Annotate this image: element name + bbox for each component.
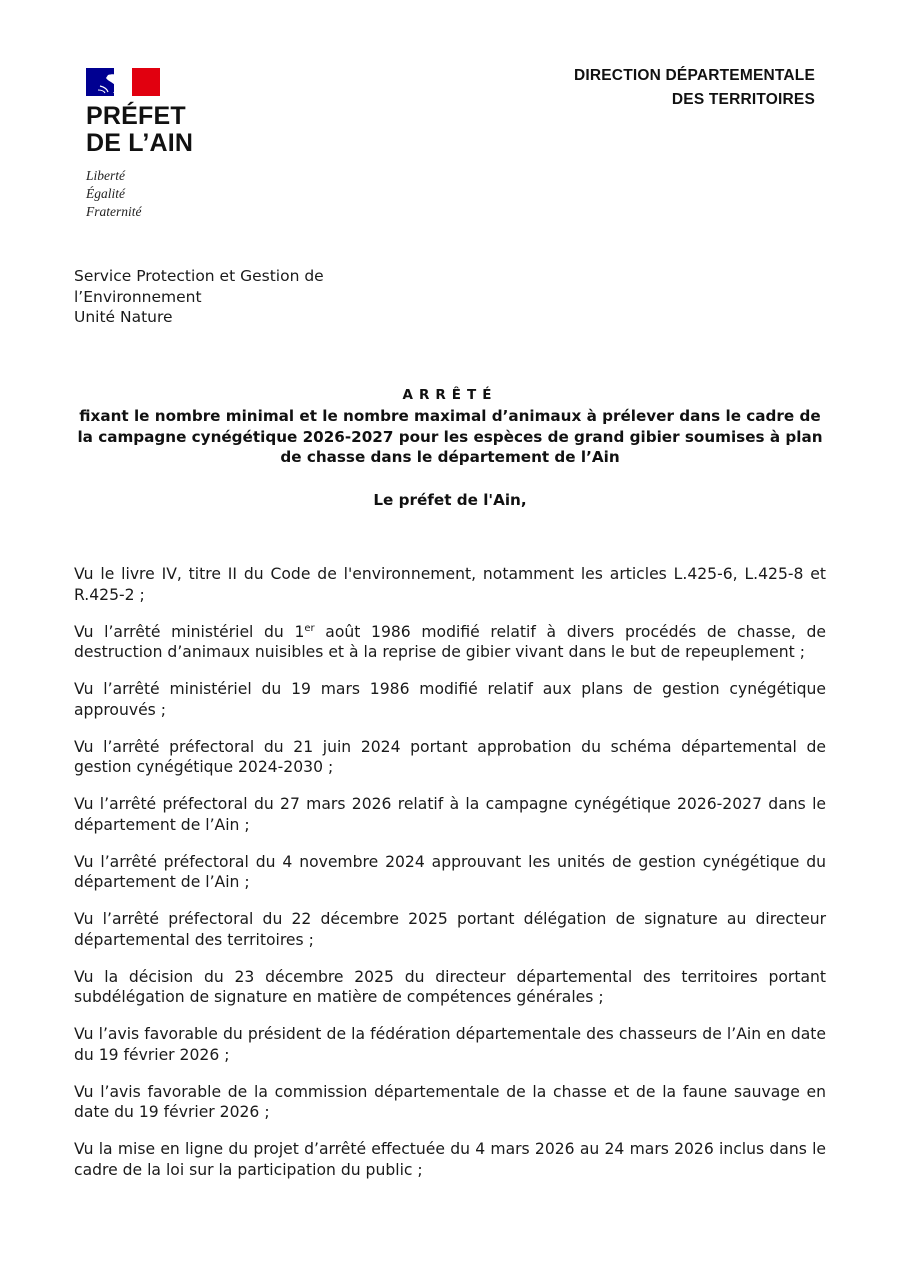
prefecture-name-line: DE L’AIN [86, 129, 194, 157]
service-line: Service Protection et Gestion de [74, 267, 324, 285]
service-line: Unité Nature [74, 308, 173, 326]
visa-text: Vu l’arrêté ministériel du 1 [74, 622, 305, 641]
visa-paragraph [74, 622, 826, 663]
direction-line: DIRECTION DÉPARTEMENTALE [573, 67, 815, 84]
motto-line: Liberté [86, 168, 125, 183]
visa-paragraph: Vu l’arrêté préfectoral du 21 juin 2024 portant approbation du schéma départemental de gestion cynégétique 2024-2030 ; [74, 737, 826, 776]
visa-paragraph: Vu l’avis favorable de la commission départementale de la chasse et de la faune sauvage en date du 19 février 2026 ; [74, 1082, 826, 1121]
arrete-subject: fixant le nombre minimal et le nombre maximal d’animaux à prélever dans le cadre de la campagne cynégétique 2026-2027 pour les espèces de grand gibier soumises à plan de chasse dans le département de l’Ain [77, 407, 823, 466]
visa-paragraph: Vu le livre IV, titre II du Code de l'environnement, notamment les articles L.425-6, L.425-8 et R.425-2 ; [74, 565, 826, 604]
visa-paragraph: Vu la décision du 23 décembre 2025 du directeur départemental des territoires portant subdélégation de signature en matière de compétences générales ; [74, 967, 826, 1006]
motto-line: Fraternité [86, 204, 142, 219]
arrete-title-block [74, 386, 826, 510]
direction-header [574, 64, 815, 112]
visa-superscript: er [304, 622, 315, 634]
visa-paragraph: Vu la mise en ligne du projet d’arrêté effectuée du 4 mars 2026 au 24 mars 2026 inclus dans le cadre de la loi sur la participation du public ; [74, 1140, 826, 1179]
direction-line: DES TERRITOIRES [671, 91, 815, 108]
visa-paragraph: Vu l’arrêté préfectoral du 27 mars 2026 relatif à la campagne cynégétique 2026-2027 dans le département de l’Ain ; [74, 795, 826, 834]
prefet-line: Le préfet de l'Ain, [373, 490, 527, 509]
republic-motto [86, 167, 286, 221]
service-block [74, 266, 324, 328]
visa-paragraph: Vu l’avis favorable du président de la fédération départementale des chasseurs de l’Ain en date du 19 février 2026 ; [74, 1025, 826, 1064]
visa-text: août 1986 modifié relatif à divers procédés de chasse, de destruction d’animaux nuisibles et à la reprise de gibier vivant dans le but de repeuplement ; [74, 622, 826, 661]
visa-paragraph: Vu l’arrêté préfectoral du 4 novembre 2024 approuvant les unités de gestion cynégétique du département de l’Ain ; [74, 852, 826, 891]
arrete-heading: ARRÊTÉ [402, 387, 498, 403]
service-line: l’Environnement [74, 287, 202, 306]
motto-line: Égalité [86, 186, 125, 201]
prefecture-logo [86, 68, 286, 221]
marianne-flag-icon [86, 68, 160, 96]
prefecture-name [86, 103, 286, 157]
visa-paragraph: Vu l’arrêté ministériel du 19 mars 1986 modifié relatif aux plans de gestion cynégétique approuvés ; [74, 680, 826, 719]
prefecture-name-line: PRÉFET [86, 102, 186, 130]
visas-list [74, 564, 826, 1197]
visa-paragraph: Vu l’arrêté préfectoral du 22 décembre 2025 portant délégation de signature au directeur départemental des territoires ; [74, 910, 826, 949]
